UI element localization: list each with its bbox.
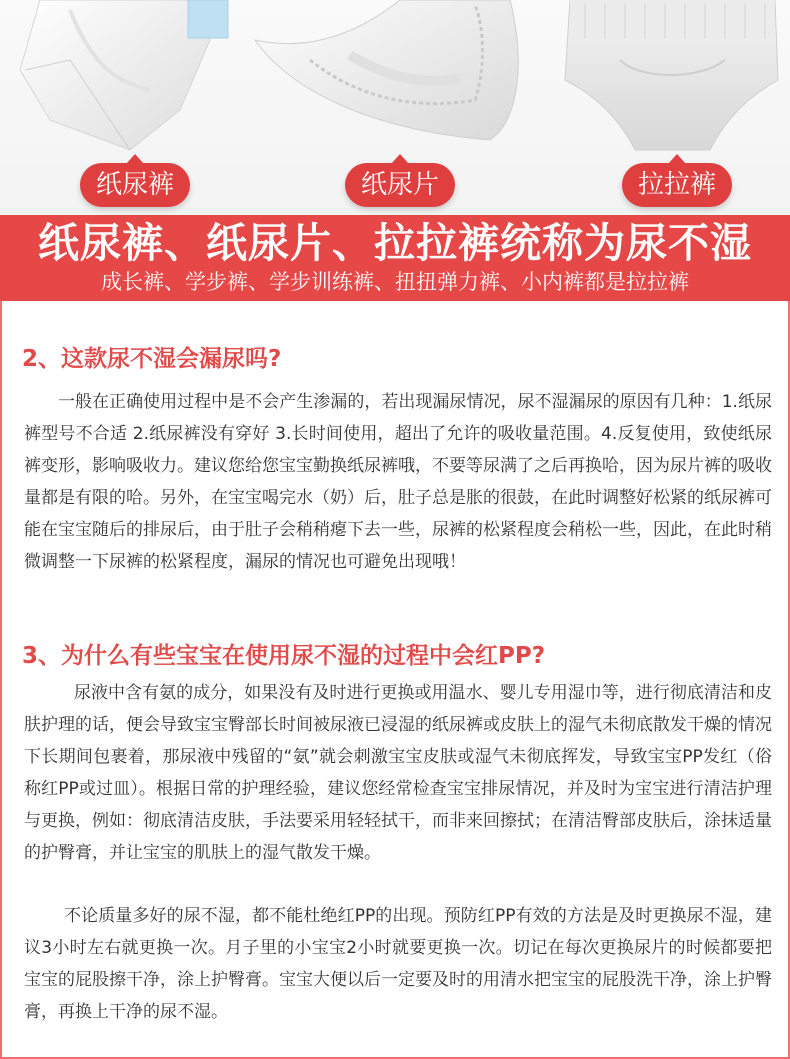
product-tag-pull-up: 拉拉裤	[622, 163, 732, 207]
section-paragraph: 一般在正确使用过程中是不会产生渗漏的，若出现漏尿情况，尿不湿漏尿的原因有几种：1.纸尿裤型号不合适 2.纸尿裤没有穿好 3.长时间使用，超出了允许的吸收量范围。4.反复使用，致使纸尿裤变形，影响吸收力。建议您给您宝宝勤换纸尿裤哦，不要等尿满了之后再换哈，因为尿片裤的吸收量都是有限的哈。另外，在宝宝喝完水（奶）后，肚子总是胀的很鼓，在此时调整好松紧的纸尿裤可能在宝宝随后的排尿后，由于肚子会稍稍瘪下去一些，尿裤的松紧程度会稍松一些，因此，在此时稍微调整一下尿裤的松紧程度，漏尿的情况也可避免出现哦！	[24, 392, 772, 572]
section-paragraph: 不论质量多好的尿不湿，都不能杜绝红PP的出现。预防红PP有效的方法是及时更换尿不湿，建议3小时左右就更换一次。月子里的小宝宝2小时就要更换一次。切记在每次更换尿片的时候都要把宝宝的屁股擦干净，涂上护臀膏。宝宝大便以后一定要及时的用清水把宝宝的屁股洗干净，涂上护臀膏，再换上干净的尿不湿。	[24, 906, 772, 1022]
product-tag-pad: 纸尿片	[345, 163, 455, 207]
diaper-pad-product-image	[250, 0, 530, 165]
banner-subtitle: 成长裤、学步裤、学步训练裤、扭扭弹力裤、小内裤都是拉拉裤	[101, 270, 689, 294]
product-tag-diaper: 纸尿裤	[80, 163, 190, 207]
section-paragraph: 尿液中含有氨的成分，如果没有及时进行更换或用温水、婴儿专用湿巾等，进行彻底清洁和皮肤护理的话，便会导致宝宝臀部长时间被尿液已浸湿的纸尿裤或皮肤上的湿气未彻底散发干燥的情况下长期间包裹着，那尿液中残留的“氨”就会刺激宝宝皮肤或湿气未彻底挥发，导致宝宝PP发红（俗称红PP或过皿）。根据日常的护理经验，建议您经常检查宝宝排尿情况，并及时为宝宝进行清洁护理与更换，例如：彻底清洁皮肤，手法要采用轻轻拭干，而非来回擦拭；在清洁臀部皮肤后，涂抹适量的护臀膏，并让宝宝的肌肤上的湿气散发干燥。	[24, 683, 772, 863]
banner-title: 纸尿裤、纸尿片、拉拉裤统称为尿不湿	[38, 219, 752, 267]
diaper-product-image	[10, 0, 240, 160]
product-hero	[0, 0, 790, 215]
pull-up-pants-product-image	[560, 0, 785, 160]
section-heading: 2、这款尿不湿会漏尿吗?	[22, 346, 282, 372]
section-heading: 3、为什么有些宝宝在使用尿不湿的过程中会红PP?	[22, 643, 546, 669]
title-banner	[0, 215, 790, 301]
